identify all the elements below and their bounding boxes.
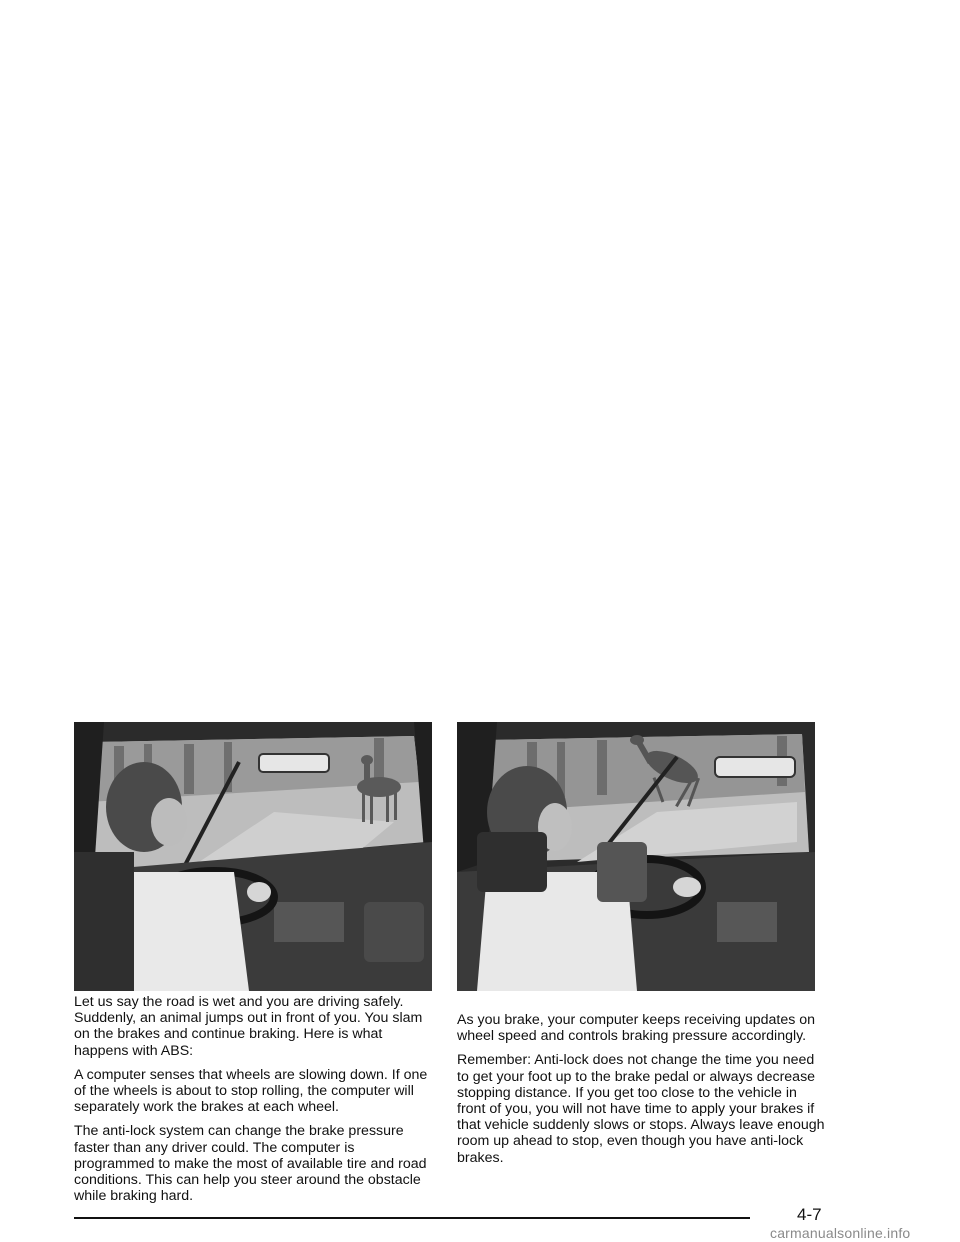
left-text-column (74, 994, 436, 1212)
illustration-driver-braking (457, 722, 815, 991)
illustration-driver-braking-svg (457, 722, 815, 991)
paragraph: Remember: Anti-lock does not change the time you need to get your foot up to the brake pedal or always decrease stopping distance. If you get too close to the vehicle in front of you, you will not have time to apply your brakes if that vehicle suddenly slows or stops. Always leave enough room up ahead to stop, even though you have anti-lock brakes. (457, 1052, 825, 1166)
illustration-driver-sees-deer-svg (74, 722, 432, 991)
paragraph: The anti-lock system can change the brake pressure faster than any driver could. The computer is programmed to make the most of available tire and road conditions. This can help you steer around the obstacle while braking hard. (74, 1123, 427, 1205)
paragraph: As you brake, your computer keeps receiving updates on wheel speed and controls braking pressure accordingly. (457, 1012, 816, 1045)
page-number: 4-7 (797, 1205, 822, 1224)
watermark: carmanualsonline.info (770, 1225, 911, 1241)
illustration-driver-sees-deer (74, 722, 432, 991)
paragraph: A computer senses that wheels are slowing down. If one of the wheels is about to stop rolling, the computer will separately work the brakes at each wheel. (74, 1066, 428, 1116)
right-text-column (457, 1012, 825, 1174)
footer-rule (74, 1217, 750, 1219)
paragraph: Let us say the road is wet and you are driving safely. Suddenly, an animal jumps out in front of you. You slam on the brakes and continue braking. Here is what happens with ABS: (74, 994, 423, 1059)
